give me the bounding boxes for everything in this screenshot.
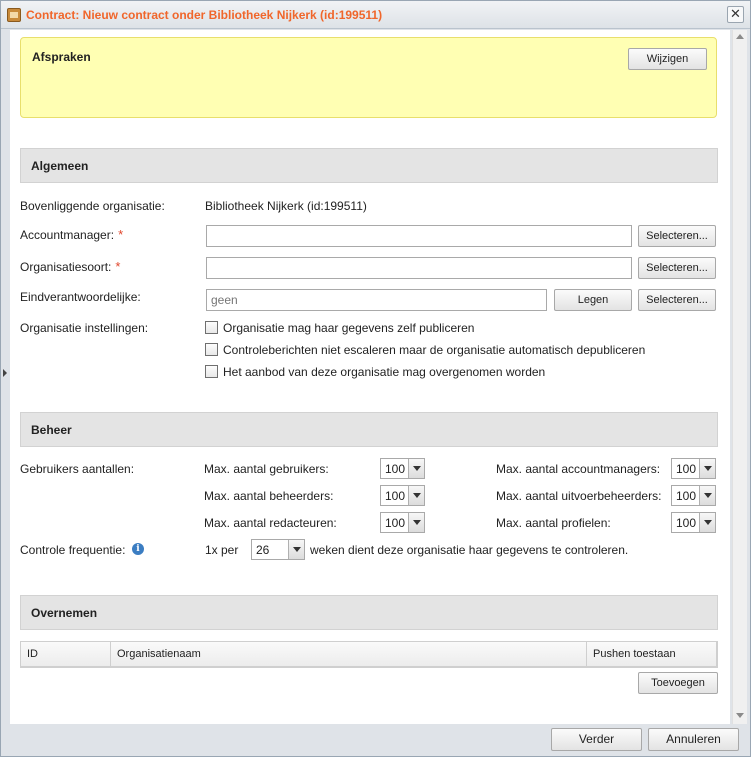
max-executive-admins-select[interactable] bbox=[671, 485, 716, 506]
max-users-select[interactable] bbox=[380, 458, 425, 479]
max-accountmanagers-label: Max. aantal accountmanagers: bbox=[496, 462, 661, 476]
algemeen-title: Algemeen bbox=[31, 159, 89, 173]
responsible-select-button[interactable]: Selecteren... bbox=[638, 289, 716, 311]
max-users-value: 100 bbox=[385, 462, 406, 476]
frequency-label: Controle frequentie: bbox=[20, 543, 126, 557]
toevoegen-button[interactable]: Toevoegen bbox=[638, 672, 718, 694]
orgtype-label-text: Organisatiesoort: bbox=[20, 260, 112, 274]
responsible-label: Eindverantwoordelijke: bbox=[20, 290, 141, 304]
max-accountmanagers-select[interactable] bbox=[671, 458, 716, 479]
frequency-prefix: 1x per bbox=[205, 543, 239, 557]
parent-org-value: Bibliotheek Nijkerk (id:199511) bbox=[205, 199, 367, 213]
orgtype-select-button[interactable]: Selecteren... bbox=[638, 257, 716, 279]
chevron-down-icon bbox=[288, 540, 304, 559]
takeover-grid-header bbox=[20, 641, 718, 667]
column-id[interactable]: ID bbox=[21, 642, 111, 666]
required-marker: * bbox=[118, 227, 124, 242]
max-profiles-select[interactable] bbox=[671, 512, 716, 533]
column-organisatienaam[interactable]: Organisatienaam bbox=[111, 642, 587, 666]
accountmanager-label-text: Accountmanager: bbox=[20, 228, 115, 242]
close-button[interactable]: ✕ bbox=[727, 6, 744, 23]
orgtype-label bbox=[20, 259, 120, 274]
max-editors-value: 100 bbox=[385, 516, 406, 530]
chevron-down-icon bbox=[699, 513, 715, 532]
algemeen-header bbox=[20, 148, 718, 183]
max-profiles-value: 100 bbox=[676, 516, 697, 530]
overnemen-header bbox=[20, 595, 718, 630]
max-editors-label: Max. aantal redacteuren: bbox=[204, 516, 337, 530]
publish-self-label: Organisatie mag haar gegevens zelf publiceren bbox=[223, 321, 475, 335]
offer-takeover-label: Het aanbod van deze organisatie mag overgenomen worden bbox=[223, 365, 546, 379]
users-count-label: Gebruikers aantallen: bbox=[20, 462, 135, 476]
grid-divider bbox=[20, 667, 718, 668]
beheer-header bbox=[20, 412, 718, 447]
overnemen-title: Overnemen bbox=[31, 606, 98, 620]
required-marker: * bbox=[115, 259, 121, 274]
max-users-label: Max. aantal gebruikers: bbox=[204, 462, 329, 476]
afspraken-title: Afspraken bbox=[32, 50, 91, 64]
scroll-down-icon[interactable] bbox=[736, 713, 744, 718]
wijzigen-button[interactable]: Wijzigen bbox=[628, 48, 707, 70]
parent-org-label: Bovenliggende organisatie: bbox=[20, 199, 165, 213]
max-admins-value: 100 bbox=[385, 489, 406, 503]
max-profiles-label: Max. aantal profielen: bbox=[496, 516, 611, 530]
contract-icon bbox=[7, 8, 21, 22]
verder-button[interactable]: Verder bbox=[551, 728, 642, 751]
chevron-down-icon bbox=[699, 459, 715, 478]
scroll-up-icon[interactable] bbox=[736, 34, 744, 39]
chevron-down-icon bbox=[408, 513, 424, 532]
max-executive-admins-value: 100 bbox=[676, 489, 697, 503]
accountmanager-input[interactable] bbox=[206, 225, 632, 247]
publish-self-checkbox[interactable] bbox=[205, 321, 218, 334]
accountmanager-select-button[interactable]: Selecteren... bbox=[638, 225, 716, 247]
max-admins-select[interactable] bbox=[380, 485, 425, 506]
annuleren-button[interactable]: Annuleren bbox=[648, 728, 739, 751]
auto-depublish-checkbox[interactable] bbox=[205, 343, 218, 356]
auto-depublish-label: Controleberichten niet escaleren maar de organisatie automatisch depubliceren bbox=[223, 343, 646, 357]
dialog-titlebar[interactable] bbox=[1, 1, 750, 29]
info-icon[interactable]: i bbox=[132, 543, 144, 555]
beheer-title: Beheer bbox=[31, 423, 72, 437]
max-accountmanagers-value: 100 bbox=[676, 462, 697, 476]
responsible-input[interactable] bbox=[206, 289, 547, 311]
max-executive-admins-label: Max. aantal uitvoerbeheerders: bbox=[496, 489, 662, 503]
afspraken-panel bbox=[20, 37, 717, 118]
dialog-content bbox=[10, 30, 730, 724]
orgtype-input[interactable] bbox=[206, 257, 632, 279]
chevron-down-icon bbox=[699, 486, 715, 505]
offer-takeover-checkbox[interactable] bbox=[205, 365, 218, 378]
accountmanager-label bbox=[20, 227, 123, 242]
chevron-down-icon bbox=[408, 459, 424, 478]
frequency-value: 26 bbox=[256, 543, 270, 557]
settings-label: Organisatie instellingen: bbox=[20, 321, 149, 335]
max-admins-label: Max. aantal beheerders: bbox=[204, 489, 334, 503]
chevron-down-icon bbox=[408, 486, 424, 505]
vertical-scrollbar[interactable] bbox=[732, 30, 747, 724]
frequency-suffix: weken dient deze organisatie haar gegevens te controleren. bbox=[310, 543, 629, 557]
legen-button[interactable]: Legen bbox=[554, 289, 632, 311]
column-pushen-toestaan[interactable]: Pushen toestaan bbox=[587, 642, 717, 666]
frequency-select[interactable] bbox=[251, 539, 305, 560]
max-editors-select[interactable] bbox=[380, 512, 425, 533]
dialog-title: Contract: Nieuw contract onder Bibliotheek Nijkerk (id:199511) bbox=[26, 8, 383, 22]
collapse-handle-icon[interactable] bbox=[3, 369, 7, 377]
